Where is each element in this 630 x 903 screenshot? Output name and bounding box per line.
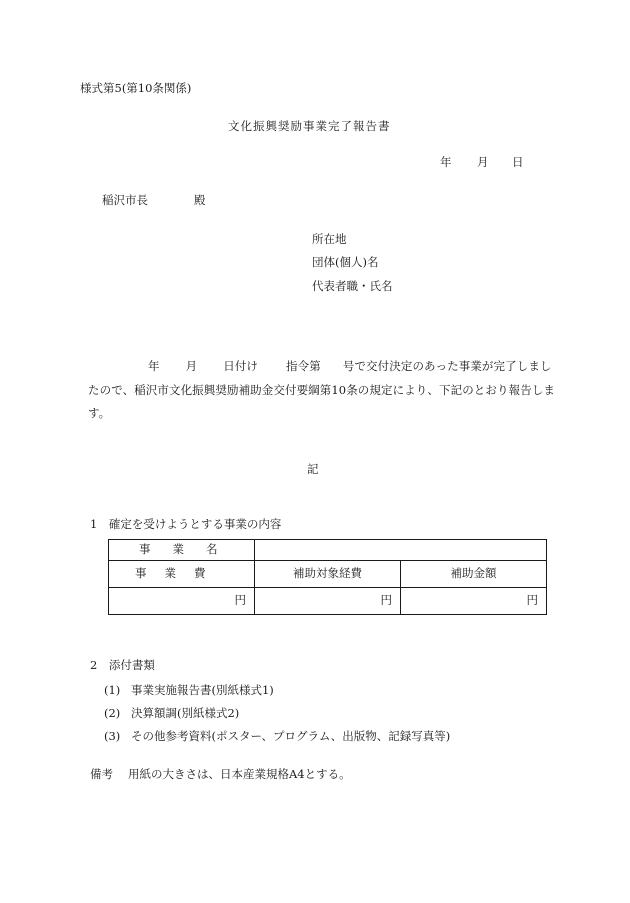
date-month: 月 [477,155,489,169]
table-row [109,561,547,588]
subsidy-amount-yen: 円 [401,588,547,615]
project-name-value [255,540,547,561]
date-year: 年 [440,155,452,169]
representative-label: 代表者職・氏名 [312,279,393,293]
body-paragraph: 年 月 日付け 指令第 号で交付決定のあった事業が完了しましたので、稲沢市文化振興奨励補助金交付要綱第10条の規定により、下記のとおり報告します。 [88,359,555,420]
section2-heading: 2 添付書類 [90,658,155,672]
project-cost-label: 事業費 [109,561,255,588]
attachment-3-num: (3) [104,729,121,743]
project-cost-yen: 円 [109,588,255,615]
address-label: 所在地 [312,232,347,246]
addressee-name: 稲沢市長 [102,193,148,207]
document-title: 文化振興奨励事業完了報告書 [228,119,391,133]
attachment-2-text: 決算額調(別紙様式2) [131,706,240,720]
date-day: 日 [512,155,524,169]
project-name-label: 事業名 [109,540,255,561]
remark-label: 備考 [90,767,113,781]
org-name-label: 団体(個人)名 [312,255,379,269]
form-id: 様式第5(第10条関係) [80,81,192,95]
table-row [109,540,547,561]
attachment-1-text: 事業実施報告書(別紙様式1) [131,683,274,697]
subsidy-amount-label: 補助金額 [401,561,547,588]
eligible-cost-label: 補助対象経費 [255,561,401,588]
section1-heading: 1 確定を受けようとする事業の内容 [90,517,282,531]
ki-heading: 記 [307,462,319,476]
attachment-3-text: その他参考資料(ポスター、プログラム、出版物、記録写真等) [131,729,451,743]
project-table [108,539,547,615]
attachment-2-num: (2) [104,706,121,720]
addressee-honorific: 殿 [194,193,206,207]
remark-text: 用紙の大きさは、日本産業規格A4とする。 [128,767,351,781]
table-row [109,588,547,615]
eligible-cost-yen: 円 [255,588,401,615]
attachment-1-num: (1) [104,683,121,697]
